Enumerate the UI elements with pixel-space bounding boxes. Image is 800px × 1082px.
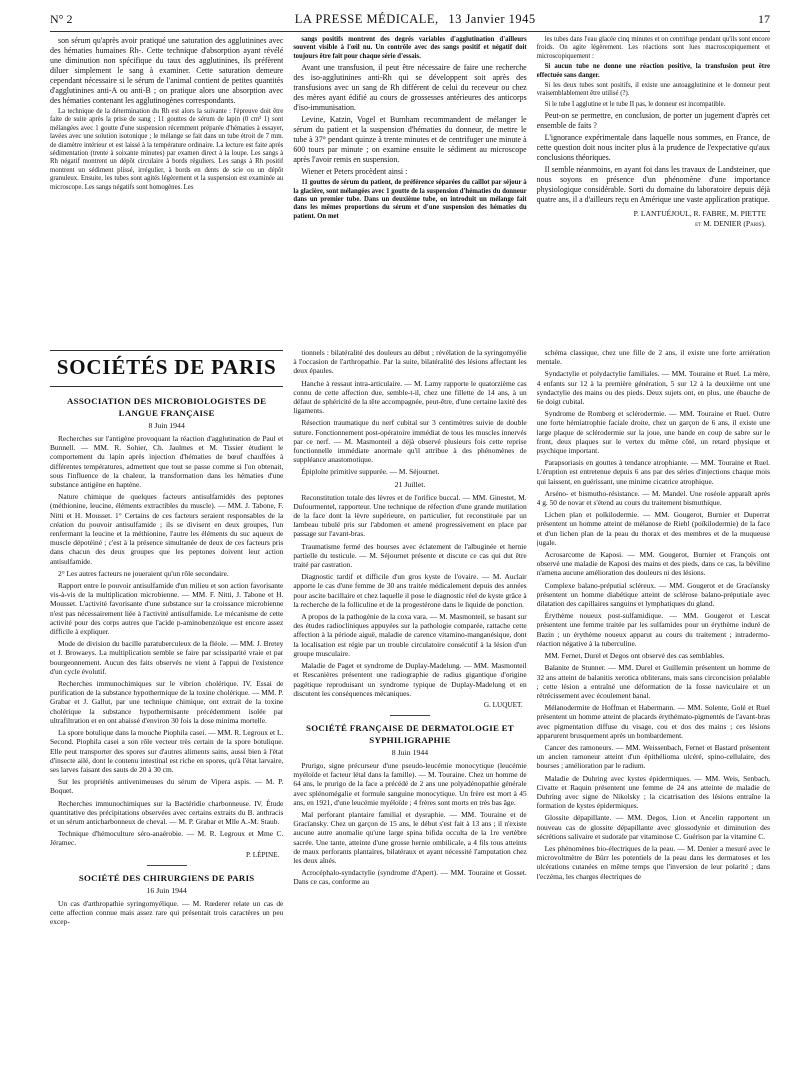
communication-entry: Diagnostic tardif et difficile d'un gros kyste de l'ovaire. — M. Auclair apporte le cas d'une femme de 30 ans traitée médicalement depuis des années pour ascite bacillaire et chez laquelle il pose le diagnostic réel de kyste grâce à la recherche de la folliculine et de la progestérone dans le liquide de ponction. xyxy=(293,572,527,609)
societes-column-1 xyxy=(50,348,283,1078)
communication-entry: Traumatisme fermé des bourses avec éclatement de l'albuginée et hernie partielle du testicule. — M. Séjournet présente et discute ce cas qui dut être traité par castration. xyxy=(293,541,527,570)
communication-entry: Maladie de Duhring avec kystes épidermiques. — MM. Weis, Senbach, Civatte et Raquin présentent une femme de 24 ans atteinte de maladie de Duhring avec signe de Nikolsky ; la cicatrisation des lésions entraîne la formation de kystes épidermiques. xyxy=(536,773,770,811)
article-paragraph: les tubes dans l'eau glacée cinq minutes et on centrifuge pendant qu'ils sont encore froids. On agite légèrement. Les réactions sont lues macroscopiquement et microscopiquement : xyxy=(536,36,770,60)
communication-entry: 2° Les autres facteurs ne joueraient qu'un rôle secondaire. xyxy=(58,568,229,578)
page-number: 17 xyxy=(758,12,770,26)
communication-entry: Recherches immunochimiques sur le vibrion cholérique. IV. Essai de purification de la substance hypothermique de la toxine cholérique. — MM. P. Grabar et J. Gallut, par une technique chimique, ont extrait de la toxine cholérique la substance hypothermisante précédemment isolée par ultrafiltration et en ont abaissé d'environ 30 fois la dose minima mortelle. xyxy=(50,679,284,725)
article-signature xyxy=(537,209,766,229)
societes-section xyxy=(50,348,770,1078)
article-paragraph: Levine, Katzin, Vogel et Burnham recommandent de mélanger le sérum du patient et la suspension d'hématies du donneur, de mettre le tube à 37° pendant quinze à trente minutes et de centrifuger une minute à 600 tours par minute ; on examine ensuite le sédiment au microscope après l'avoir remis en suspension. xyxy=(293,115,527,165)
society-title: SOCIÉTÉ DES CHIRURGIENS DE PARIS xyxy=(78,872,255,883)
communication-entry: MM. Fernet, Durel et Degos ont observé des cas semblables. xyxy=(544,651,725,661)
communication-entry: schéma classique, chez une fille de 2 ans, il existe une forte arriération mentale. xyxy=(536,348,770,367)
article-paragraph: Si aucun tube ne donne une réaction positive, la transfusion peut être effectuée sans danger. xyxy=(536,63,770,79)
section-title: SOCIÉTÉS DE PARIS xyxy=(50,350,283,387)
communication-entry: Mode de division du bacille paratuberculeux de la fléole. — MM. J. Bretey et J. Browaeys. La multiplication semble se faire par scissiparité vraie et par bourgeonnement. Aucun des faits observés ne vient à l'appui de l'existence d'un cycle évolutif. xyxy=(50,639,284,676)
communication-entry: Rapport entre le pouvoir antisulfamide d'un milieu et son action favorisante vis-à-vis de la multiplication microbienne. — MM. F. Nitti, J. Tabone et H. Mousset. L'activité favorisante d'une substance sur la croissance microbienne n'est pas nécessairement liée à l'activité antisulfamide. Le mécanisme de cette activité pour des corps autres que l'acide p-aminobenzoïque est encore assez difficile à expliquer. xyxy=(50,581,284,637)
communication-entry: Hanche à ressaut intra-articulaire. — M. Lamy rapporte le quatorzième cas connu de cette affection due, semble-t-il, chez une fillette de 14 ans, à un défaut de sphéricité de la tête accompagnée, peut-être, d'une certaine laxité des ligaments. xyxy=(293,378,527,416)
issue-number: N° 2 xyxy=(50,12,73,26)
article-paragraph: Si les deux tubes sont positifs, il existe une autoagglutinine et le donneur peut vraisemblablement être utilisé (?). xyxy=(536,82,770,98)
article-paragraph: 11 gouttes de sérum du patient, de préférence séparées du caillot par séjour à la glacière, sont mélangées avec 1 goutte de la suspension d'hématies du donneur dans un premier tube. Dans un deuxième tube, on introduit un mélange fait dans les mêmes proportions du sérum et d'une suspension des hématies du patient. On met xyxy=(293,179,527,220)
article-paragraph: Si le tube I agglutine et le tube II pas, le donneur est incompatible. xyxy=(544,100,726,108)
societes-column-3 xyxy=(537,348,770,1078)
meeting-date: 8 Juin 1944 xyxy=(391,747,429,757)
article-paragraph: son sérum qu'après avoir pratiqué une saturation des agglutinines avec des hématies humaines Rh-. Cette technique d'absorption ayant révélé une diminution non spécifique du taux des agglutinines, ils préfèrent diluer simplement le sang à examiner. Cette saturation demeure cependant nécessaire si le sérum de l'animal contient de petites quantités d'agglutinines anti-A ou anti-B ; on pratique alors une absorption avec des hématies contenant les agglutinogènes correspondants. xyxy=(50,36,284,105)
communication-entry: A propos de la pathogénie de la coxa vara. — M. Masmonteil, se basant sur des études radiocliniques appuyées sur la pathologie comparée, rattache cette affection à la période aiguë, maladie de carence vitamino-manganésique, dont la localisation est régie par un trouble circulatoire consécutif à la lésion d'un groupe musculaire. xyxy=(293,612,527,658)
communication-entry: Arséno- et bismutho-résistance. — M. Mandel. Une roséole apparaît après 4 g. 50 de novar et s'étend au cours du traitement bismuthique. xyxy=(536,488,770,508)
communication-entry: Résection traumatique du nerf cubital sur 3 centimètres suivie de double suture. Fonctionnement post-opératoire immédiat de tous les muscles innervés par ce nerf. — M. Masmonteil a déjà observé plusieurs fois cette reprise fonctionnelle immédiate anormale qu'il attribue à des phénomènes de suppléance anastomotique. xyxy=(293,418,527,465)
communication-entry: Lichen plan et poïkilodermie. — MM. Gougerot, Burnier et Duperrat présentent un homme atteint de mélanose de Riehl (poïkilodermie) de la face et d'un lichen plan de la peau du thorax et des membres et de la muqueuse jugale. xyxy=(536,510,770,547)
section-author: P. LÉPINE. xyxy=(245,850,280,859)
communication-entry: Acrocéphalo-syndactylie (syndrome d'Apert). — MM. Touraine et Gosset. Dans ce cas, conforme au xyxy=(293,868,527,887)
article-paragraph: Wiener et Peters procèdent ainsi : xyxy=(301,167,408,177)
communication-entry: Érythème noueux post-sulfamidique. — MM. Gougerot et Lescat présentent une femme traitée par les sulfamides pour un érythème induré de Bazin ; un érythème noueux apparut au cours du traitement ; intradermo-réaction négative à la tuberculine. xyxy=(536,611,770,648)
issue-date: 13 Janvier 1945 xyxy=(448,12,536,26)
section-divider xyxy=(147,865,187,866)
communication-entry: Complexe balano-préputial scléreux. — MM. Gougerot et de Gracïansky présentent un homme diabétique atteint de sclérose balano-préputiale avec dilatation des capillaires sanguins et lymphatiques du gland. xyxy=(536,580,770,609)
communication-entry: Recherches sur l'antigène provoquant la réaction d'agglutination de Paul et Bunnell. — MM. R. Sohier, Ch. Jaulmes et M. Tissier étudient le comportement du lapin après injection d'hématies de bœuf chauffées à différentes températures, admettent que tout se passe comme si l'on obtenait, sous l'influence de la chaleur, la transformation dans les hématies d'une substance antigène en haptène. xyxy=(50,434,284,490)
communication-entry: Parapsoriasis en gouttes à tendance atrophiante. — MM. Touraine et Ruel. L'éruption est entretenue depuis 6 ans par des séries d'injections chaque mois qui laissent, en guérissant, une minime cicatrice atrophique. xyxy=(536,458,770,486)
section-author: G. LUQUET. xyxy=(483,700,523,709)
communication-entry: tionnels : bilatéralité des douleurs au début ; révélation de la syringomyélie à l'occasion de l'arthropathie. Par la suite, bilatéralité des lésions affectant les deux épaules. xyxy=(293,348,527,376)
communication-entry: Glossite dépapillante. — MM. Degos, Lion et Ancelin rapportent un nouveau cas de glossite dépapillante avec glossodynie et diminution des sécrétions salivaire et sudorale par vitaminose C. Guérison par la vitamine C. xyxy=(536,813,770,841)
communication-entry: Sur les propriétés antivenimeuses du sérum de Vipera aspis. — M. P. Boquet. xyxy=(50,777,284,796)
communication-entry: Mal perforant plantaire familial et dysraphie. — MM. Touraine et de Gracïansky. Chez un garçon de 15 ans, le début s'est fait à 13 ans ; il n'existe aucune autre anomalie qu'une large spina bifida occulta de la 1re vertèbre sacrée. Une tante, atteinte d'une grosse hernie ombilicale, a 4 fils tous atteints de maux perforants plantaires, bilatéraux et ayant nécessité l'amputation chez les deux aînés. xyxy=(293,809,527,865)
article-paragraph: L'ignorance expérimentale dans laquelle nous sommes, en France, de cette question doit nous inciter plus à la prudence de l'expectative qu'aux conclusions théoriques. xyxy=(536,133,770,163)
communication-entry: La spore botulique dans la mouche Piophila casei. — MM. R. Legroux et L. Second. Piophila casei a son rôle vecteur très certain de la spore botulique. Elle peut transporter des spores sur d'autres aliments sains, aussi bien à l'état d'insecte ailé, dont le contenu intestinal est riche en spores, qu'à l'état larvaire, ses larves faisant des sauts de 20 à 30 cm. xyxy=(50,728,284,774)
article-paragraph: La technique de la détermination du Rh est alors la suivante : l'épreuve doit être faite de suite après la prise de sang ; 11 gouttes de sérum de lapin (0 cm³ 1) sont mélangées avec 1 goutte d'une suspension récemment préparée d'hématies à essayer, lavées avec une solution isotonique ; le mélange se fait dans un tube étroit de 7 mm. de diamètre intérieur et est laissé à la température ordinaire. La lecture est faite après sédimentation (trente à soixante minutes) par examen direct à la loupe. Les sangs à Rh négatif montrent un dépôt circulaire à bords réguliers. Les sangs à Rh positif montrent un sédiment plissé, irrégulier, à bords en dents de scie ou un dépôt granuleux. Ensuite, les tubes sont agités légèrement et la suspension est examinée au microscope. Les sangs négatifs sont homogènes. Les xyxy=(50,108,284,191)
society-title: SOCIÉTÉ FRANÇAISE DE DERMATOLOGIE ET SYPHILIGRAPHIE xyxy=(306,722,514,745)
signature-authors: et M. DENIER (Paris). xyxy=(695,219,766,229)
communication-entry: Nature chimique de quelques facteurs antisulfamidés des peptones (méthionine, leucine, éléments extractibles du muscle). — MM. J. Tabone, F. Nitti et H. Mousset. 1° Certains de ces facteurs seraient responsables de la création du pouvoir antisulfamide ; ils se divisent en deux groupes, l'un renfermant la leucine et la méthionine, l'autre les éléments du suc aqueux de muscle dépotéiné ; c'est à la présence simultanée de deux de ces facteurs pris dans chacun des deux groupes que les peptones doivent leur action antisulfamide. xyxy=(50,492,284,566)
article-column-2 xyxy=(293,36,526,344)
communication-entry: Maladie de Paget et syndrome de Duplay-Madelung. — MM. Masmonteil et Rescanières présentent une radiographie de radius gigantique d'origine pagétique reproduisant un syndrome typique de Duplay-Madelung et en discutent les conséquences mécaniques. xyxy=(293,661,527,698)
article-paragraph: Peut-on se permettre, en conclusion, de porter un jugement d'après cet ensemble de faits ? xyxy=(536,111,770,131)
article-paragraph: Avant une transfusion, il peut être nécessaire de faire une recherche des iso-agglutinines anti-Rh qui se développent soit après des transfusions avec un sang de Rh différent de celui du receveur ou chez des mères ayant édifié au cours de grossesses antérieures des anticorps d'iso-immunisation. xyxy=(293,63,527,113)
communication-entry: Prurigo, signe précurseur d'une pseudo-leucémie monocytique (leucémie myéloïde et facteur létal dans la famille). — M. Touraine. Chez un homme de 64 ans, le prurigo de la face a précédé de 2 ans une polyadénopathie générale avec splénomégalie et formule sanguine monocytique. Un frère est mort à 45 ans, en 1921, d'une leucémie myéloïde ; 4 frères sont morts en très bas âge. xyxy=(293,760,527,807)
article-paragraph: sangs positifs montrent des degrés variables d'agglutination d'ailleurs souvent visible à l'œil nu. Un contrôle avec des sangs positif et négatif doit toujours être fait pour chaque série d'essais. xyxy=(293,36,527,60)
section-divider xyxy=(390,715,430,716)
communication-entry: Recherches immunochimiques sur la Bactéridie charbonneuse. IV. Étude quantitative des précipitations observées avec certains extraits du B. anthracis et un sérum anticharbonneux de cheval. — M. P. Grabar et Mlle A.-M. Staub. xyxy=(50,798,284,826)
page-header xyxy=(50,12,770,32)
society-title: ASSOCIATION DES MICROBIOLOGISTES DE LANGUE FRANÇAISE xyxy=(67,396,267,418)
communication-entry: Les phénomènes bio-électriques de la peau. — M. Denier a mesuré avec le microvoltmètre de Bürr les potentiels de la peau dans les dermatoses et les ulcérations cutanées en même temps que l'inversion de leur polarité ; dans l'eczéma, les charges électriques de xyxy=(536,843,770,881)
communication-entry: Épiploïte primitive suppurée. — M. Séjournet. xyxy=(301,467,440,477)
article-continuation xyxy=(50,36,770,344)
journal-title xyxy=(295,12,536,27)
communication-entry: Acrosarcome de Kaposi. — MM. Gougerot, Burnier et François ont observé une maladie de Kaposi des mains et des pieds, dans ce cas, la béviline n'amena aucune amélioration des douleurs ni des lésions. xyxy=(536,550,770,578)
journal-name: LA PRESSE MÉDICALE, xyxy=(294,12,439,26)
meeting-date: 16 Juin 1944 xyxy=(146,885,187,895)
communication-entry: Balanite de Stunner. — MM. Durel et Guillemin présentent un homme de 32 ans atteint de balanitis xerotica obliterans, mais sans circoncision préalable ; cette lésion a entraîné une déformation de la fosse naviculaire et un rétrécissement avec écoulement banal. xyxy=(536,663,770,700)
communication-entry: Syndrome de Romberg et sclérodermie. — MM. Touraine et Ruel. Outre une forte hémiatrophie faciale droite, chez un garçon de 6 ans, il existe une large plaque de sclérodermie sur la joue, une bande en coup de sabre sur le front, deux plaques sur le vertex du même côté, un retard physique et psychique important. xyxy=(536,409,770,456)
meeting-date: 8 Juin 1944 xyxy=(148,421,185,430)
communication-entry: Un cas d'arthropathie syringomyélique. — M. Rœderer relate un cas de cette affection connue mais assez rare qui présentait trois caractères un peu excep- xyxy=(50,898,284,926)
journal-page xyxy=(50,12,770,1072)
communication-entry: Cancer des ramoneurs. — MM. Weissenbach, Fernet et Bastard présentent un ancien ramoneur atteint d'un épithélioma ulcéré, spino-cellulaire, des bourses ; amélioration par le radium. xyxy=(536,742,770,771)
signature-authors: P. LANTUÉJOUL, R. FABRE, M. PIETTE xyxy=(633,209,766,219)
communication-entry: Technique d'hémoculture séro-anaérobie. — M. R. Legroux et Mme C. Jéramec. xyxy=(50,829,284,848)
meeting-date: 21 Juillet. xyxy=(394,479,426,489)
article-column-3 xyxy=(537,36,770,344)
societes-column-2 xyxy=(293,348,526,1078)
article-paragraph: Il semble néanmoins, en ayant foi dans les travaux de Landsteiner, que nous soyons en présence d'un phénomène d'une importance physiologique considérable. Sorti du domaine du laboratoire depuis déjà quatre ans, il a d'ailleurs reçu en Amérique une vaste application pratique. xyxy=(536,165,770,205)
communication-entry: Mélanodermite de Hoffman et Habermann. — MM. Solente, Golé et Ruel présentent un homme atteint de placards érythémato-pigmentés de l'avant-bras avec pigmentation diffuse du visage, cou et dos des mains ; ces lésions apparurent brusquement après un bombardement. xyxy=(536,703,770,740)
communication-entry: Reconstitution totale des lèvres et de l'orifice buccal. — MM. Ginestet, M. Dufourmentel, rapporteur. Une technique de réfection d'une grande mutilation de la face dont la lèvre supérieure, en particulier, fut reconstituée par un lambeau tubulé pris sur l'abdomen et amené progressivement en place par passage sur l'avant-bras. xyxy=(293,492,527,539)
communication-entry: Syndactylie et polydactylie familiales. — MM. Touraine et Ruel. La mère, 4 enfants sur 12 à la première génération, 5 sur 12 à la deuxième ont une syndactylie des mains ou des pieds. Deux sujets ont, en plus, une ébauche de 6e doigt cubital. xyxy=(536,369,770,407)
article-column-1 xyxy=(50,36,283,344)
